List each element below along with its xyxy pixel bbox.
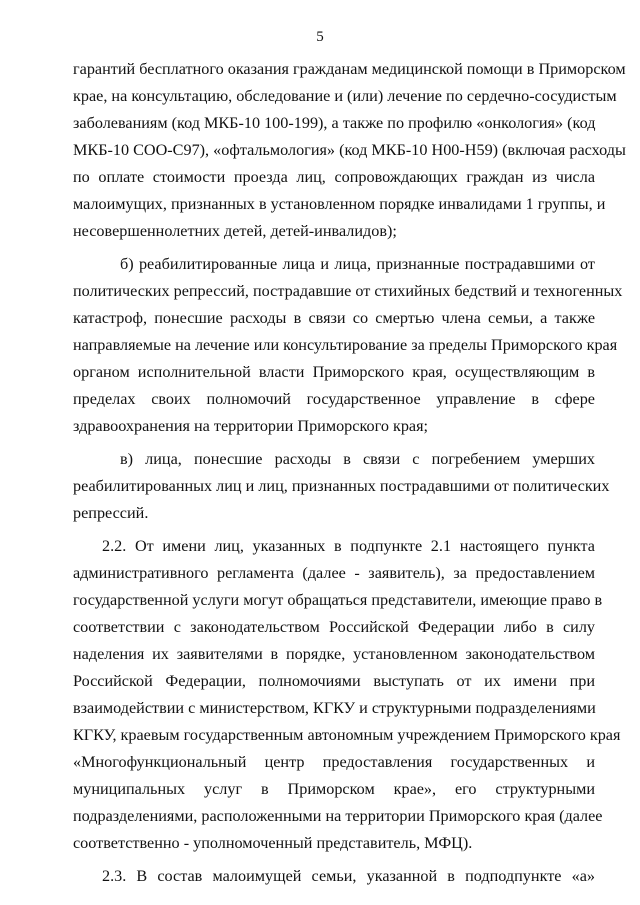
text-line: муниципальных услуг в Приморском крае», его структурными <box>73 780 595 798</box>
text-line: б) реабилитированные лица и лица, признанные пострадавшими от <box>120 255 595 273</box>
text-line: несовершеннолетних детей, детей-инвалидов); <box>73 222 397 240</box>
text-line: КГКУ, краевым государственным автономным учреждением Приморского края <box>73 726 621 744</box>
paragraph-clause-2-2 <box>73 533 621 857</box>
text-line: подразделениями, расположенными на территории Приморского края (далее <box>73 807 603 825</box>
text-line: взаимодействии с министерством, КГКУ и структурными подразделениями <box>73 699 596 717</box>
text-line: государственной услуги могут обращаться представители, имеющие право в <box>73 591 603 609</box>
text-line: соответственно - уполномоченный представитель, МФЦ). <box>73 834 473 852</box>
text-line: административного регламента (далее - заявитель), за предоставлением <box>73 564 595 582</box>
text-line: Российской Федерации, полномочиями выступать от их имени при <box>73 672 595 690</box>
page-number: 5 <box>316 29 324 45</box>
text-line: здравоохранения на территории Приморского края; <box>73 417 429 435</box>
text-line: МКБ-10 СОО-С97), «офтальмология» (код МКБ-10 Н00-Н59) (включая расходы <box>73 141 626 159</box>
text-line: по оплате стоимости проезда лиц, сопровождающих граждан из числа <box>73 168 595 186</box>
text-line: органом исполнительной власти Приморского края, осуществляющим в <box>73 363 595 381</box>
text-line: 2.3. В состав малоимущей семьи, указанной в подподпункте «а» <box>102 867 595 885</box>
text-line: катастроф, понесшие расходы в связи со смертью члена семьи, а также <box>73 309 595 327</box>
text-line: гарантий бесплатного оказания гражданам медицинской помощи в Приморском <box>73 60 626 78</box>
text-line: 2.2. От имени лиц, указанных в подпункте 2.1 настоящего пункта <box>102 537 595 555</box>
document-body <box>73 56 626 890</box>
paragraph-item-b <box>73 251 623 440</box>
paragraph-item-v <box>73 446 610 527</box>
text-line: заболеваниям (код МКБ-10 100-199), а также по профилю «онкология» (код <box>73 114 596 132</box>
text-line: в) лица, понесшие расходы в связи с погребением умерших <box>120 450 595 468</box>
text-line: реабилитированных лиц и лиц, признанных пострадавшими от политических <box>73 477 610 495</box>
text-line: репрессий. <box>73 504 149 522</box>
text-line: политических репрессий, пострадавшие от стихийных бедствий и техногенных <box>73 282 623 300</box>
paragraph-continuation <box>73 56 626 245</box>
text-line: пределах своих полномочий государственное управление в сфере <box>73 390 595 408</box>
text-line: малоимущих, признанных в установленном порядке инвалидами 1 группы, и <box>73 195 606 213</box>
text-line: «Многофункциональный центр предоставления государственных и <box>73 753 595 771</box>
text-line: крае, на консультацию, обследование и (или) лечение по сердечно-сосудистым <box>73 87 617 105</box>
text-line: соответствии с законодательством Российской Федерации либо в силу <box>73 618 595 636</box>
paragraph-clause-2-3 <box>73 863 595 890</box>
text-line: наделения их заявителями в порядке, установленном законодательством <box>73 645 595 663</box>
text-line: направляемые на лечение или консультирование за пределы Приморского края <box>73 336 618 354</box>
